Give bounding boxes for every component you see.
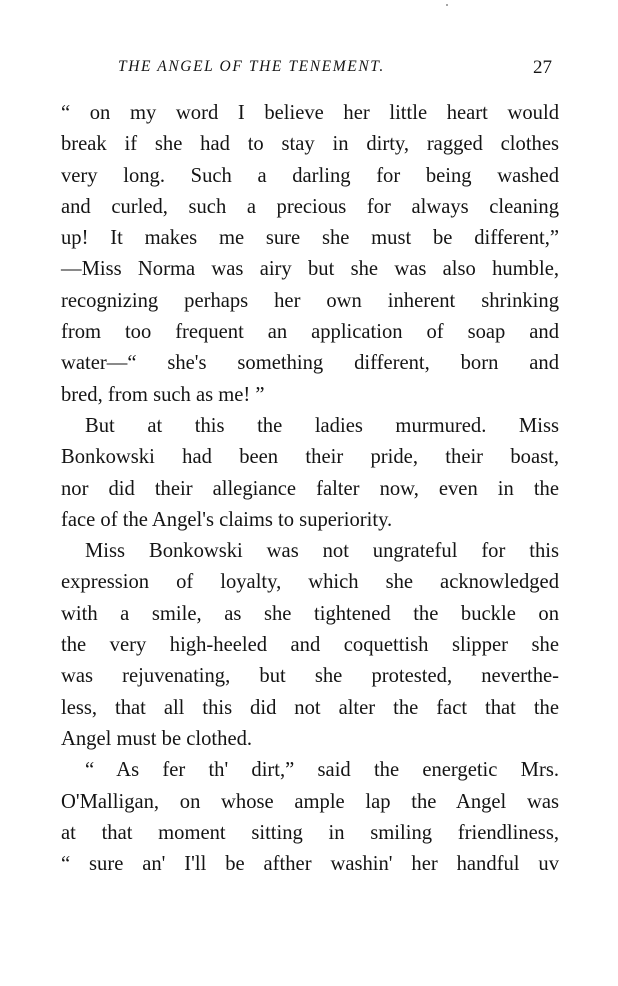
paragraph-start: But at this the ladies murmured. Miss	[85, 414, 559, 437]
print-speck	[446, 4, 448, 6]
text-line: nor did their allegiance falter now, even in the	[61, 477, 559, 500]
running-head	[60, 58, 558, 88]
text-line: was rejuvenating, but she protested, neverthe-	[61, 665, 559, 688]
paragraph-start: “ As fer th' dirt,” said the energetic Mrs.	[85, 759, 559, 782]
text-line: bred, from such as me! ”	[61, 383, 265, 406]
text-line: “ on my word I believe her little heart would	[61, 102, 559, 124]
body-text	[61, 98, 559, 880]
text-line: —Miss Norma was airy but she was also humble,	[61, 258, 559, 281]
running-title: THE ANGEL OF THE TENEMENT.	[118, 58, 385, 75]
text-line: the very high-heeled and coquettish slipper she	[61, 634, 559, 657]
text-line: “ sure an' I'll be afther washin' her handful uv	[61, 853, 559, 876]
text-line: water—“ she's something different, born and	[61, 352, 559, 375]
text-line: face of the Angel's claims to superiority.	[61, 508, 393, 531]
text-line: up! It makes me sure she must be different,”	[61, 227, 559, 250]
text-line: O'Malligan, on whose ample lap the Angel was	[61, 790, 559, 813]
text-line: at that moment sitting in smiling friendliness,	[61, 821, 559, 844]
text-line: very long. Such a darling for being washed	[61, 164, 559, 187]
text-line: and curled, such a precious for always cleaning	[61, 195, 559, 218]
text-line: Angel must be clothed.	[61, 727, 253, 750]
text-line: Bonkowski had been their pride, their boast,	[61, 446, 559, 469]
text-line: with a smile, as she tightened the buckle on	[61, 602, 559, 625]
text-line: recognizing perhaps her own inherent shrinking	[61, 289, 559, 312]
text-line: break if she had to stay in dirty, ragged clothes	[61, 133, 559, 156]
paragraph-start: Miss Bonkowski was not ungrateful for this	[85, 540, 559, 563]
page-number: 27	[533, 57, 552, 78]
text-line: expression of loyalty, which she acknowledged	[61, 571, 559, 594]
text-line: less, that all this did not alter the fact that the	[61, 696, 559, 719]
text-line: from too frequent an application of soap and	[61, 321, 559, 344]
